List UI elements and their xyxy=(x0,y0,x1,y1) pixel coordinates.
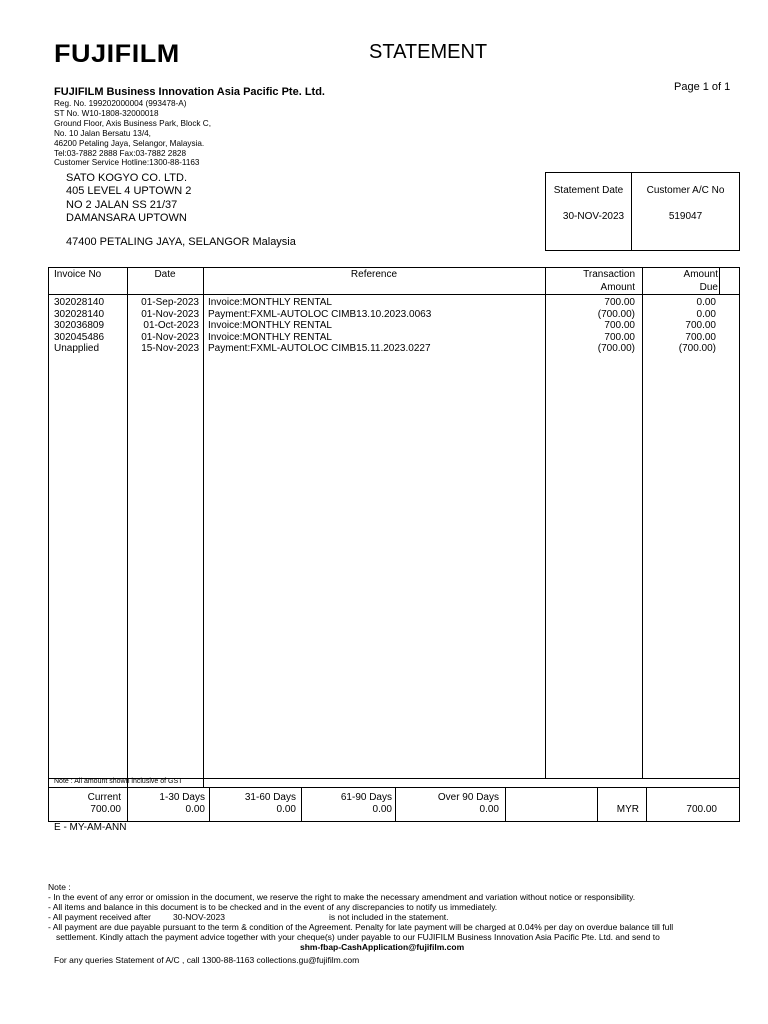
company-address-line: Ground Floor, Axis Business Park, Block C, xyxy=(54,118,211,128)
statement-date-value: 30-NOV-2023 xyxy=(562,211,625,222)
statement-date-label: Statement Date xyxy=(553,185,624,196)
cell-reference: Payment:FXML-AUTOLOC CIMB15.11.2023.0227 xyxy=(208,343,431,354)
note-line: - In the event of any error or omission in the document, we reserve the right to make the necessary amendment and variation without notice or responsibility. xyxy=(48,892,636,902)
note-line: - All items and balance in this document is to be checked and in the event of any discrepancies to notify us immediately. xyxy=(48,902,498,912)
note-line xyxy=(48,912,673,922)
cell-invoice-no: 302036809 xyxy=(54,320,105,331)
queries-line: For any queries Statement of A/C , call 1300-88-1163 collections.gu@fujifilm.com xyxy=(54,955,360,965)
aging-current-value: 700.00 xyxy=(90,804,121,815)
divider xyxy=(505,787,506,821)
cell-transaction-amount: 700.00 xyxy=(604,297,635,308)
cell-date: 01-Nov-2023 xyxy=(141,331,199,343)
company-reg-no: Reg. No. 199202000004 (993478-A) xyxy=(54,99,187,108)
cell-amount-due: 700.00 xyxy=(685,331,716,343)
cash-application-email[interactable]: shm-fbap-CashApplication@fujifilm.com xyxy=(300,942,465,952)
fujifilm-logo: FUJIFILM xyxy=(54,40,180,68)
document-title: STATEMENT xyxy=(369,41,488,63)
cell-amount-due: 0.00 xyxy=(696,297,716,308)
cell-date: 15-Nov-2023 xyxy=(141,343,199,354)
cell-transaction-amount: 700.00 xyxy=(604,331,635,343)
currency-code: MYR xyxy=(616,804,639,815)
notes-section xyxy=(48,882,673,952)
col-header-line: Due xyxy=(699,282,718,293)
customer-address-line: DAMANSARA UPTOWN xyxy=(66,212,187,225)
cell-date: 01-Oct-2023 xyxy=(143,320,199,331)
divider xyxy=(719,268,720,295)
note-date: 30-NOV-2023 xyxy=(173,912,225,922)
cell-invoice-no: 302028140 xyxy=(54,308,105,320)
cell-invoice-no: 302028140 xyxy=(54,297,105,308)
col-header-line: Transaction xyxy=(583,269,635,280)
company-address-line: No. 10 Jalan Bersatu 13/4, xyxy=(54,128,151,138)
cell-amount-due: (700.00) xyxy=(678,343,716,354)
customer-address-line: NO 2 JALAN SS 21/37 xyxy=(66,198,178,211)
col-header-amount-due xyxy=(642,268,718,294)
cell-invoice-no: Unapplied xyxy=(54,343,100,354)
cell-amount-due: 700.00 xyxy=(685,320,716,331)
page-number: Page 1 of 1 xyxy=(674,81,731,93)
col-header-transaction-amount xyxy=(545,268,635,294)
aging-over-90-label: Over 90 Days xyxy=(437,792,499,803)
account-no-label: Customer A/C No xyxy=(646,185,725,196)
cell-reference: Invoice:MONTHLY RENTAL xyxy=(208,331,332,343)
customer-address xyxy=(66,172,191,226)
customer-city: 47400 PETALING JAYA, SELANGOR Malaysia xyxy=(66,236,296,248)
total-amount-due: 700.00 xyxy=(686,804,717,815)
company-hotline: Customer Service Hotline:1300-88-1163 xyxy=(54,158,200,168)
aging-31-60-value: 0.00 xyxy=(276,804,296,815)
aging-31-60-label: 31-60 Days xyxy=(244,792,296,803)
col-header-line: Amount xyxy=(600,282,635,293)
cell-reference: Payment:FXML-AUTOLOC CIMB13.10.2023.0063 xyxy=(208,308,432,320)
cell-invoice-no: 302045486 xyxy=(54,331,105,343)
note-text: is not included in the statement. xyxy=(328,912,449,922)
footer-code: E - MY-AM-ANN xyxy=(54,822,127,833)
cell-date: 01-Sep-2023 xyxy=(141,297,199,308)
col-header-invoice-no: Invoice No xyxy=(54,269,102,280)
col-header-reference: Reference xyxy=(350,269,398,280)
customer-address-line: 405 LEVEL 4 UPTOWN 2 xyxy=(66,185,192,198)
notes-title: Note : xyxy=(48,882,71,892)
transactions-table xyxy=(48,267,740,822)
aging-1-30-label: 1-30 Days xyxy=(159,792,205,803)
account-no-value: 519047 xyxy=(668,211,703,222)
cell-reference: Invoice:MONTHLY RENTAL xyxy=(208,297,332,308)
cell-transaction-amount: (700.00) xyxy=(597,343,635,354)
company-phone: Tel:03-7882 2888 Fax:03-7882 2828 xyxy=(54,148,187,158)
col-header-line: Amount xyxy=(683,269,718,280)
note-text: - All payment received after xyxy=(48,912,151,922)
company-name: FUJIFILM Business Innovation Asia Pacific Pte. Ltd. xyxy=(54,86,325,98)
company-address-line: 46200 Petaling Jaya, Selangor, Malaysia. xyxy=(54,138,205,148)
cell-date: 01-Nov-2023 xyxy=(141,308,199,320)
aging-over-90-value: 0.00 xyxy=(479,804,499,815)
divider xyxy=(203,268,204,788)
cell-transaction-amount: (700.00) xyxy=(597,308,635,320)
note-line: - All payment are due payable pursuant to the term & condition of the Agreement. Penalty for late payment will be charged at 0.04% per day on overdue balance till full xyxy=(48,922,674,932)
aging-61-90-value: 0.00 xyxy=(372,804,392,815)
col-header-date: Date xyxy=(154,269,176,280)
cell-transaction-amount: 700.00 xyxy=(604,320,635,331)
gst-note: Note : All amount shown inclusive of GST xyxy=(54,778,183,785)
cell-amount-due: 0.00 xyxy=(696,308,716,320)
customer-name: SATO KOGYO CO. LTD. xyxy=(66,172,188,184)
divider xyxy=(49,294,739,295)
aging-current-label: Current xyxy=(87,792,121,803)
divider xyxy=(49,787,739,788)
company-st-no: ST No. W10-1808-32000018 xyxy=(54,108,159,118)
note-line: settlement. Kindly attach the payment advice together with your cheque(s) under payable to our FUJIFILM Business Innovation Asia Pacific Pte. Ltd. and send to xyxy=(56,932,660,942)
aging-61-90-label: 61-90 Days xyxy=(340,792,392,803)
company-address xyxy=(54,99,211,168)
statement-info-box xyxy=(545,172,740,251)
cell-reference: Invoice:MONTHLY RENTAL xyxy=(208,320,332,331)
aging-1-30-value: 0.00 xyxy=(185,804,205,815)
